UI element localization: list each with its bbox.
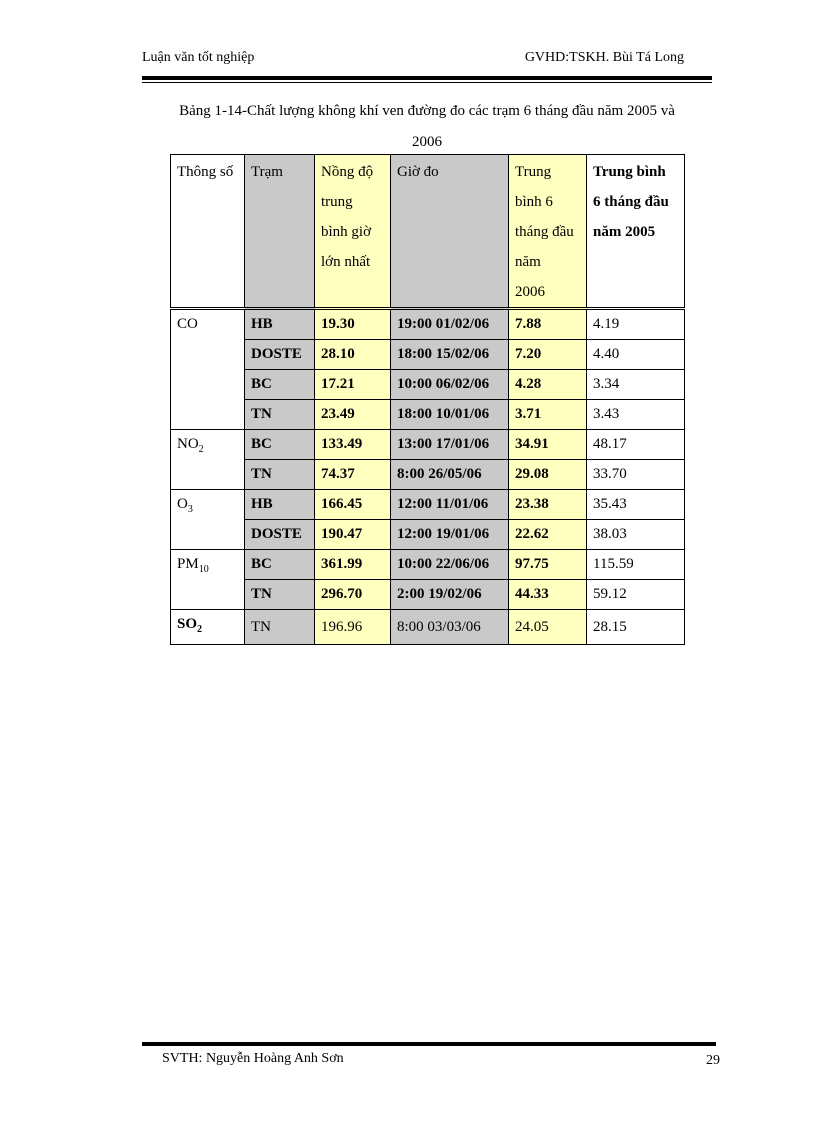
- table-header-row: [171, 155, 685, 309]
- param-pm10: $PM_{10}$: [171, 550, 245, 610]
- cell-max: 74.37: [315, 460, 391, 490]
- cell-avg2005: 4.40: [587, 340, 685, 370]
- cell-station: TN: [245, 460, 315, 490]
- table-row: [171, 309, 685, 340]
- cell-max: 19.30: [315, 309, 391, 340]
- cell-avg2005: 35.43: [587, 490, 685, 520]
- cell-time: 12:00 19/01/06: [391, 520, 509, 550]
- cell-max: 196.96: [315, 610, 391, 645]
- caption-line-1: Bảng 1-14-Chất lượng không khí ven đường đo các trạm 6 tháng đầu năm 2005 và: [179, 103, 675, 119]
- table-row: [171, 610, 685, 645]
- caption-line-2: 2006: [412, 134, 442, 150]
- param-co: CO: [171, 309, 245, 430]
- cell-max: 23.49: [315, 400, 391, 430]
- table-row: [171, 460, 685, 490]
- header-avg-2006: Trung bình 6 tháng đầu năm 2006: [509, 155, 587, 309]
- cell-station: HB: [245, 490, 315, 520]
- param-o3: $O_3$: [171, 490, 245, 550]
- cell-avg2005: 115.59: [587, 550, 685, 580]
- cell-time: 18:00 15/02/06: [391, 340, 509, 370]
- cell-avg2005: 59.12: [587, 580, 685, 610]
- header-time: Giờ đo: [391, 155, 509, 309]
- cell-station: TN: [245, 580, 315, 610]
- header-param: Thông số: [171, 155, 245, 309]
- table-row: [171, 550, 685, 580]
- cell-avg2006: 7.20: [509, 340, 587, 370]
- cell-avg2006: 4.28: [509, 370, 587, 400]
- table-caption: [142, 96, 712, 158]
- cell-time: 10:00 06/02/06: [391, 370, 509, 400]
- cell-max: 190.47: [315, 520, 391, 550]
- cell-station: BC: [245, 430, 315, 460]
- cell-avg2006: 22.62: [509, 520, 587, 550]
- table-row: [171, 340, 685, 370]
- header-supervisor: GVHD:TSKH. Bùi Tá Long: [524, 50, 684, 65]
- header-avg-2005: Trung bình 6 tháng đầu năm 2005: [587, 155, 685, 309]
- cell-station: TN: [245, 400, 315, 430]
- cell-max: 361.99: [315, 550, 391, 580]
- table-row: [171, 400, 685, 430]
- cell-max: 28.10: [315, 340, 391, 370]
- cell-avg2005: 3.43: [587, 400, 685, 430]
- cell-station: DOSTE: [245, 340, 315, 370]
- cell-station: BC: [245, 370, 315, 400]
- cell-avg2005: 48.17: [587, 430, 685, 460]
- header-rule: [142, 76, 712, 80]
- cell-time: 8:00 03/03/06: [391, 610, 509, 645]
- cell-max: 133.49: [315, 430, 391, 460]
- cell-time: 18:00 10/01/06: [391, 400, 509, 430]
- header-station: Trạm: [245, 155, 315, 309]
- footer-student: SVTH: Nguyễn Hoàng Anh Sơn: [162, 1051, 344, 1066]
- table-row: [171, 580, 685, 610]
- air-quality-table: [170, 154, 685, 645]
- cell-avg2006: 3.71: [509, 400, 587, 430]
- table-row: [171, 520, 685, 550]
- cell-time: 13:00 17/01/06: [391, 430, 509, 460]
- cell-avg2006: 7.88: [509, 309, 587, 340]
- cell-max: 296.70: [315, 580, 391, 610]
- page-number: 29: [706, 1053, 720, 1068]
- cell-station: TN: [245, 610, 315, 645]
- cell-avg2005: 28.15: [587, 610, 685, 645]
- cell-time: 8:00 26/05/06: [391, 460, 509, 490]
- cell-time: 2:00 19/02/06: [391, 580, 509, 610]
- param-so2: $SO_2$: [171, 610, 245, 645]
- cell-avg2006: 23.38: [509, 490, 587, 520]
- table-row: [171, 490, 685, 520]
- cell-station: HB: [245, 309, 315, 340]
- cell-time: 12:00 11/01/06: [391, 490, 509, 520]
- param-no2: $NO_2$: [171, 430, 245, 490]
- footer-rule: [142, 1042, 716, 1046]
- cell-avg2005: 33.70: [587, 460, 685, 490]
- header-thesis-title: Luận văn tốt nghiệp: [142, 50, 255, 65]
- header-rule-thin: [142, 82, 712, 83]
- table-row: [171, 430, 685, 460]
- cell-station: BC: [245, 550, 315, 580]
- cell-avg2006: 29.08: [509, 460, 587, 490]
- cell-avg2006: 34.91: [509, 430, 587, 460]
- cell-avg2005: 3.34: [587, 370, 685, 400]
- cell-max: 166.45: [315, 490, 391, 520]
- cell-avg2006: 97.75: [509, 550, 587, 580]
- cell-max: 17.21: [315, 370, 391, 400]
- cell-station: DOSTE: [245, 520, 315, 550]
- cell-avg2005: 38.03: [587, 520, 685, 550]
- cell-time: 10:00 22/06/06: [391, 550, 509, 580]
- table-row: [171, 370, 685, 400]
- cell-time: 19:00 01/02/06: [391, 309, 509, 340]
- cell-avg2006: 44.33: [509, 580, 587, 610]
- header-max-conc: Nồng độ trung bình giờ lớn nhất: [315, 155, 391, 309]
- cell-avg2005: 4.19: [587, 309, 685, 340]
- cell-avg2006: 24.05: [509, 610, 587, 645]
